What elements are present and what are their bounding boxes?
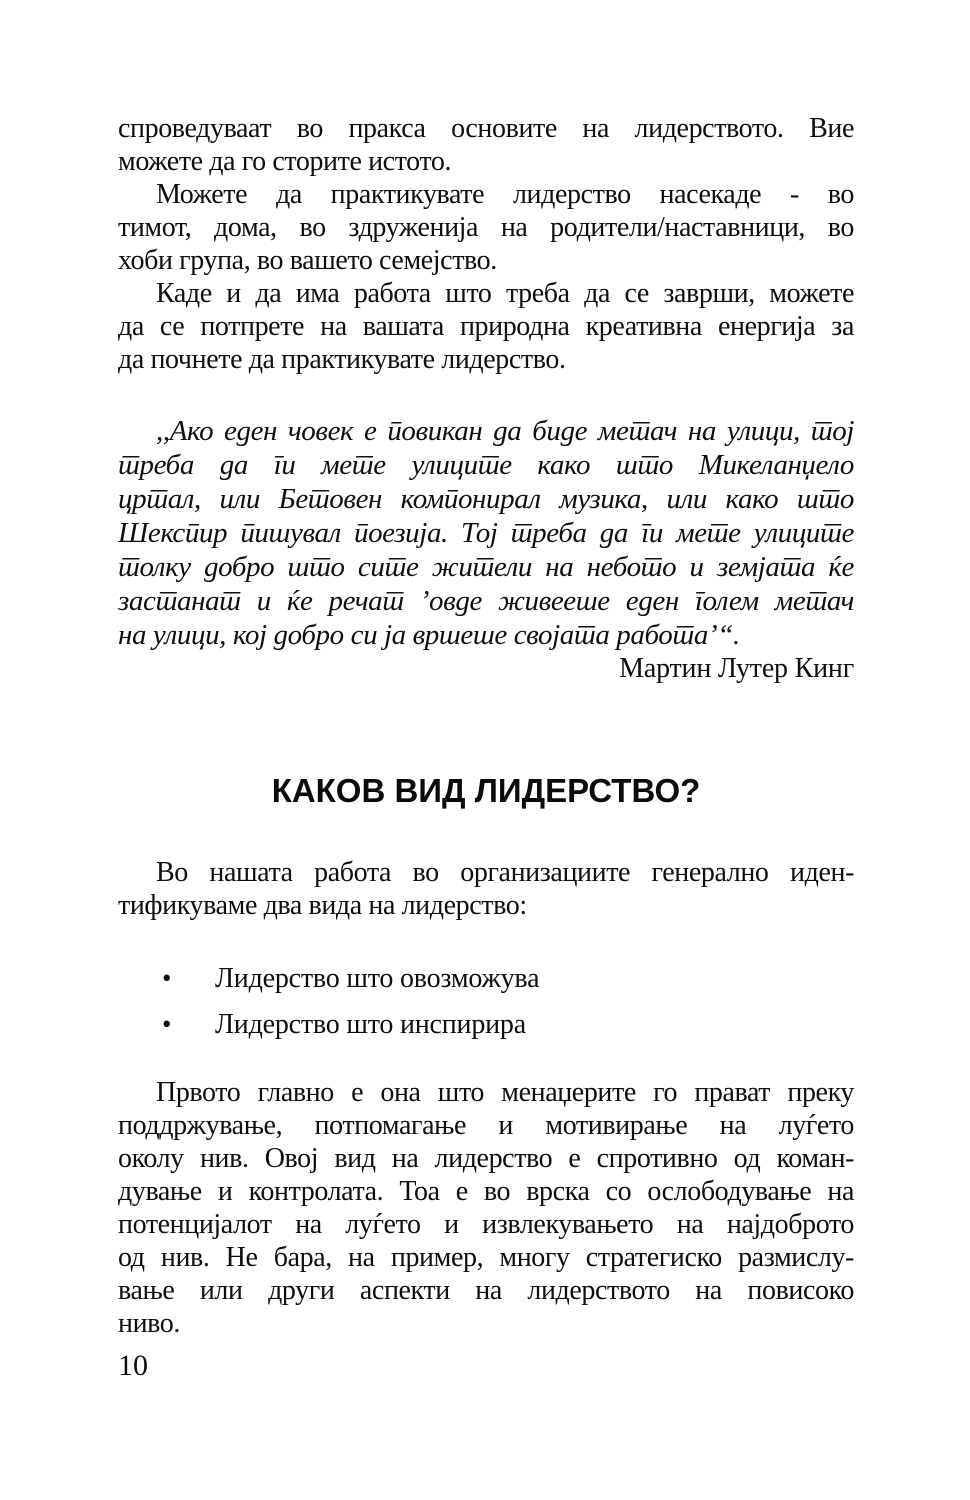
paragraph-line: ниво. [118,1308,180,1339]
paragraph-line: можете да го сторите истото. [118,146,452,177]
body-paragraph [118,856,854,922]
body-paragraph [118,112,854,178]
page-number: 10 [118,1349,148,1382]
paragraph-line: Првото главно е она што менаџерите го прават преку [156,1077,854,1108]
paragraph-line: да се потпрете на вашата природна креативна енергија за [118,311,854,342]
body-paragraph [118,1076,854,1340]
bullet-label: Лидерство што овозможува [215,963,540,994]
quote-line: толку добро што сите жители на небото и земјата ќе [118,551,854,583]
bullet-list [118,962,854,1042]
paragraph-line: вање или други аспекти на лидерството на повисоко [118,1275,854,1306]
paragraph-line: спроведуваат во пракса основите на лидерството. Вие [118,113,854,144]
quote-paragraph [118,414,854,652]
paragraph-line: дување и контролата. Тоа е во врска со ослободување на [118,1176,854,1207]
bullet-icon: • [162,1009,172,1039]
body-paragraph [118,277,854,376]
paragraph-line: потенцијалот на луѓето и извлекувањето на најдоброто [118,1209,854,1240]
paragraph-line: околу нив. Овој вид на лидерство е спротивно од коман- [118,1143,854,1174]
paragraph-line: да почнете да практикувате лидерство. [118,344,566,375]
quote-line: ,,Ако еден човек е повикан да биде метач на улици, тој [156,415,854,447]
paragraph-line: Каде и да има работа што треба да се заврши, можете [156,278,854,309]
bullet-item [118,962,854,996]
paragraph-line: тификуваме два вида на лидерство: [118,890,527,921]
paragraph-line: тимот, дома, во здруженија на родители/наставници, во [118,212,854,243]
paragraph-line: поддржување, потпомагање и мотивирање на луѓето [118,1110,854,1141]
quote-line: Шекспир пишувал поезија. Тој треба да ги мете улиците [118,517,854,549]
quote-attribution: Мартин Лутер Кинг [619,653,854,684]
quote-line: на улици, кој добро си ја вршеше својата работа’“. [118,619,740,651]
bullet-item [118,1008,854,1042]
paragraph-line: од нив. Не бара, на пример, многу стратегиско размислу- [118,1242,854,1273]
paragraph-line: Во нашата работа во организациите генерално иден- [156,857,854,888]
paragraph-line: хоби група, во вашето семејство. [118,245,497,276]
section-heading: КАКОВ ВИД ЛИДЕРСТВО? [271,772,701,809]
bullet-label: Лидерство што инспирира [215,1009,526,1040]
bullet-icon: • [162,963,172,993]
quote-line: треба да ги мете улиците како што Микеланџело [118,449,854,481]
body-paragraph [118,178,854,277]
quote-line: застанат и ќе речат ’овде живееше еден голем метач [118,585,854,617]
text-column [118,112,854,1340]
paragraph-line: Можете да практикувате лидерство насекаде - во [156,179,854,210]
quote-line: цртал, или Бетовен компонирал музика, или како што [118,483,854,515]
